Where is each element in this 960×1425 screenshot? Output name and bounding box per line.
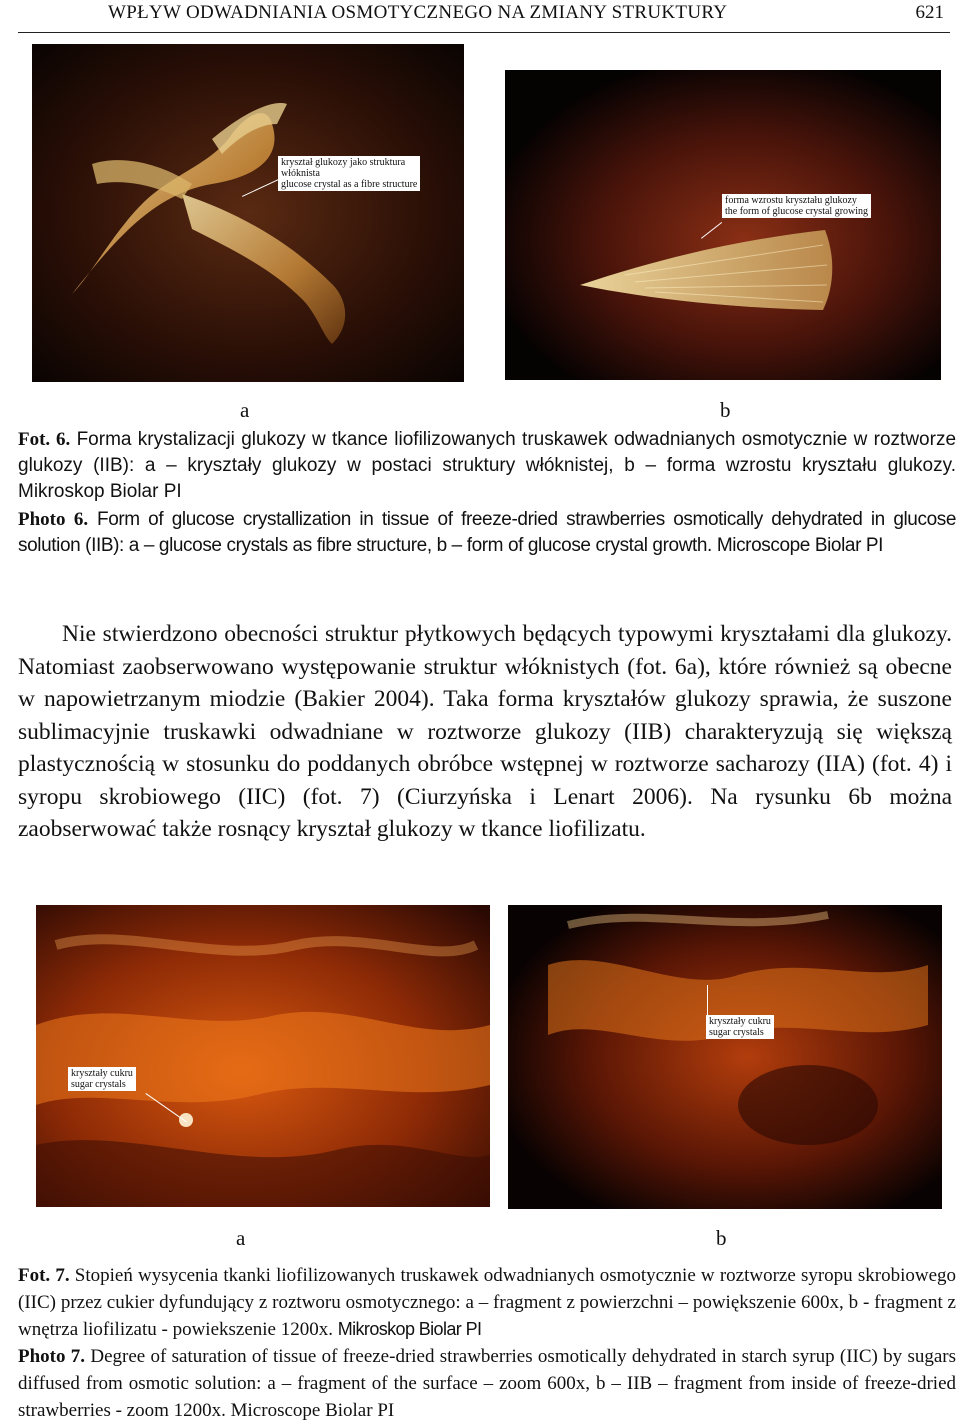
caption-text: Degree of saturation of tissue of freeze-dried strawberries osmotically dehydrated in starch syrup (IIC) by sugars diffused from osmotic solution: a – fragment of the surface – zoom 600x, b – IIB – fragment from inside of freeze-dried strawberries - zoom 1200x. Microscope Biolar PI — [18, 1346, 957, 1421]
caption-microscope: Mikroskop Biolar PI — [18, 481, 182, 502]
figure-6a-label: a — [240, 398, 250, 422]
caption-text: Stopień wysycenia tkanki liofilizowanych truskawek odwadnianych osmotycznie w roztworze syropu skrobiowego (IIC) przez cukier dyfundujący z roztworu osmotycznego: a – fragment z powierzchni – powiększenie 600x, b - fragment z wnętrza liofilizatu - powiekszenie 1200x. — [18, 1265, 957, 1340]
annotation-6b: forma wzrostu kryształu glukozy the form of glucose crystal growing — [722, 194, 871, 218]
figure-7a-label: a — [236, 1226, 246, 1250]
caption-label: Photo 7. — [18, 1346, 86, 1367]
page-number: 621 — [915, 2, 944, 23]
caption-label: Fot. 7. — [18, 1265, 70, 1286]
body-paragraph — [18, 618, 952, 846]
caption-label: Photo 6. — [18, 509, 89, 530]
paragraph-text: Nie stwierdzono obecności struktur płytkowych będących typowymi kryształami dla glukozy. Natomiast zaobserwowano występowanie struktur włóknistych (fot. 6a), które również są obecne w napowietrzanym miodzie (Bakier 2004). Taka forma kryształów glukozy sprawia, że suszone sublimacyjnie truskawki odwadniane w roztworze glukozy (IIB) charakteryzują się większą plastycznością w stosunku do poddanych obróbce wstępnej w roztworze sacharozy (IIA) (fot. 4) i syropu skrobiowego (IIC) (fot. 7) (Ciurzyńska i Lenart 2006). Na rysunku 6b można zaobserwować także rosnący kryształ glukozy w tkance liofilizatu. — [18, 621, 952, 842]
figure-6-caption-pl — [18, 427, 956, 505]
running-title: WPŁYW ODWADNIANIA OSMOTYCZNEGO NA ZMIANY STRUKTURY — [108, 2, 728, 23]
annotation-7a: kryształy cukru sugar crystals — [68, 1067, 136, 1091]
running-header — [18, 0, 950, 33]
figure-6-caption-en — [18, 507, 956, 559]
caption-text: Form of glucose crystallization in tissue of freeze-dried strawberries osmotically dehydrated in glucose solution (IIB): a – glucose crystals as fibre structure, b – form of glucose crystal growth. Microscope Biolar PI — [18, 509, 957, 556]
figure-6b-label: b — [720, 398, 731, 422]
figure-7-caption-en — [18, 1343, 956, 1424]
photo-7a — [36, 905, 490, 1207]
figure-7-caption-pl — [18, 1262, 956, 1343]
caption-microscope: Mikroskop Biolar PI — [337, 1319, 482, 1339]
caption-text: Forma krystalizacji glukozy w tkance liofilizowanych truskawek odwadnianych osmotycznie w roztworze glukozy (IIB): a – kryształy glukozy w postaci struktury włóknistej, b – forma wzrostu kryształu glukozy. — [18, 429, 957, 476]
caption-label: Fot. 6. — [18, 429, 71, 450]
annotation-7b: kryształy cukru sugar crystals — [706, 1015, 774, 1039]
photo-6b — [505, 70, 941, 380]
photo-6a — [32, 44, 464, 382]
figure-7b-label: b — [716, 1226, 727, 1250]
annotation-arrow-7b — [707, 985, 708, 1017]
annotation-6a: kryształ glukozy jako struktura włóknista glucose crystal as a fibre structure — [278, 156, 420, 191]
photo-7b — [508, 905, 942, 1209]
